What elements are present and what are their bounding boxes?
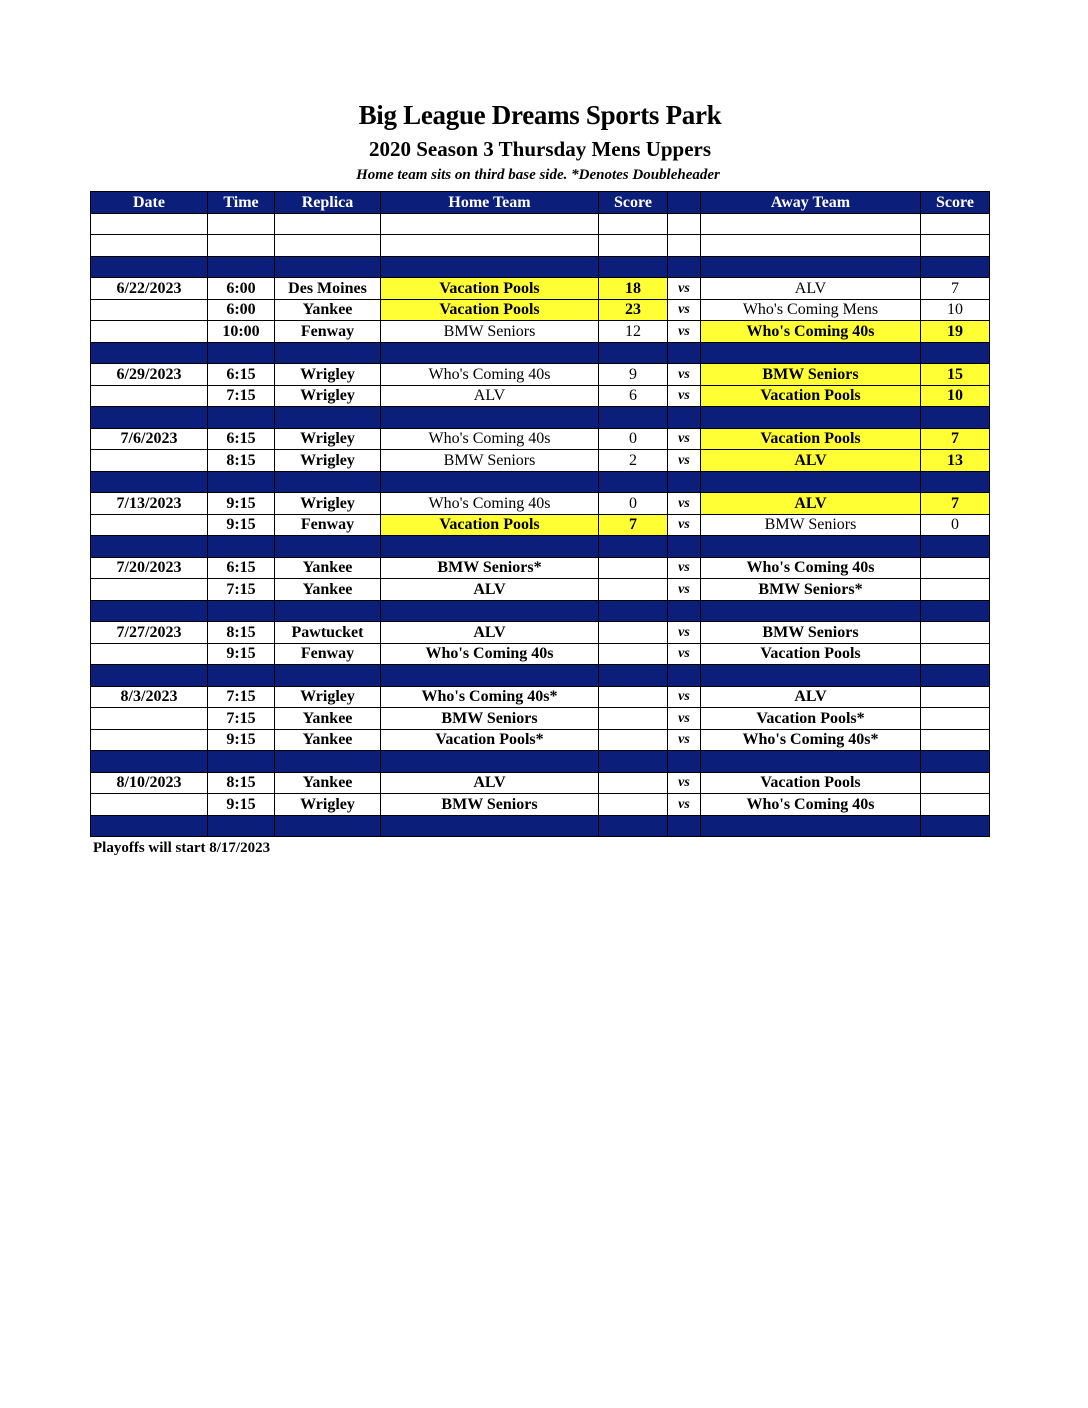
table-row xyxy=(91,772,990,794)
vs-cell xyxy=(668,751,701,773)
home-score-cell xyxy=(599,686,668,708)
column-header-time: Time xyxy=(208,192,275,214)
away-score-cell: 15 xyxy=(921,364,990,386)
home-team-cell xyxy=(381,256,599,278)
week-separator-row xyxy=(91,256,990,278)
vs-cell xyxy=(668,407,701,429)
replica-cell xyxy=(275,342,381,364)
date-cell: 6/29/2023 xyxy=(91,364,208,386)
date-cell xyxy=(91,213,208,235)
away-team-cell xyxy=(701,256,921,278)
away-score-cell xyxy=(921,665,990,687)
vs-cell xyxy=(668,600,701,622)
time-cell xyxy=(208,751,275,773)
away-score-cell: 13 xyxy=(921,450,990,472)
column-header-away-team: Away Team xyxy=(701,192,921,214)
vs-cell: vs xyxy=(668,772,701,794)
replica-cell: Wrigley xyxy=(275,493,381,515)
home-team-cell: Vacation Pools xyxy=(381,514,599,536)
time-cell xyxy=(208,665,275,687)
home-score-cell xyxy=(599,471,668,493)
time-cell: 9:15 xyxy=(208,794,275,816)
replica-cell: Yankee xyxy=(275,729,381,751)
away-score-cell xyxy=(921,708,990,730)
table-row xyxy=(91,385,990,407)
away-score-cell xyxy=(921,772,990,794)
replica-cell: Wrigley xyxy=(275,450,381,472)
away-team-cell: Who's Coming 40s xyxy=(701,321,921,343)
table-row xyxy=(91,708,990,730)
away-team-cell xyxy=(701,600,921,622)
page-subtitle: 2020 Season 3 Thursday Mens Uppers xyxy=(368,137,712,161)
home-team-cell xyxy=(381,600,599,622)
home-score-cell xyxy=(599,407,668,429)
date-cell xyxy=(91,385,208,407)
replica-cell: Yankee xyxy=(275,708,381,730)
column-header-date: Date xyxy=(91,192,208,214)
replica-cell xyxy=(275,815,381,837)
home-score-cell: 0 xyxy=(599,493,668,515)
date-cell xyxy=(91,643,208,665)
table-row xyxy=(91,364,990,386)
time-cell: 8:15 xyxy=(208,622,275,644)
home-team-cell: Vacation Pools xyxy=(381,278,599,300)
home-score-cell xyxy=(599,557,668,579)
week-separator-row xyxy=(91,815,990,837)
vs-cell: vs xyxy=(668,364,701,386)
date-cell xyxy=(91,256,208,278)
vs-cell xyxy=(668,536,701,558)
vs-cell: vs xyxy=(668,686,701,708)
vs-cell: vs xyxy=(668,385,701,407)
away-score-cell xyxy=(921,235,990,257)
home-team-cell xyxy=(381,665,599,687)
away-score-cell: 7 xyxy=(921,278,990,300)
home-score-cell: 9 xyxy=(599,364,668,386)
date-cell xyxy=(91,450,208,472)
vs-cell: vs xyxy=(668,299,701,321)
vs-cell xyxy=(668,235,701,257)
replica-cell: Wrigley xyxy=(275,428,381,450)
replica-cell xyxy=(275,256,381,278)
blank-row xyxy=(91,213,990,235)
date-cell xyxy=(91,235,208,257)
vs-cell: vs xyxy=(668,579,701,601)
away-team-cell xyxy=(701,815,921,837)
away-team-cell: Vacation Pools xyxy=(701,772,921,794)
home-score-cell: 12 xyxy=(599,321,668,343)
table-row xyxy=(91,643,990,665)
away-score-cell xyxy=(921,729,990,751)
home-score-cell xyxy=(599,751,668,773)
date-cell xyxy=(91,708,208,730)
time-cell: 6:00 xyxy=(208,299,275,321)
schedule-body xyxy=(91,213,990,837)
table-row xyxy=(91,579,990,601)
date-cell xyxy=(91,342,208,364)
away-score-cell: 7 xyxy=(921,493,990,515)
away-score-cell: 0 xyxy=(921,514,990,536)
replica-cell xyxy=(275,471,381,493)
away-team-cell xyxy=(701,471,921,493)
date-cell: 7/13/2023 xyxy=(91,493,208,515)
week-separator-row xyxy=(91,751,990,773)
page-title: Big League Dreams Sports Park xyxy=(358,100,722,130)
date-cell: 8/10/2023 xyxy=(91,772,208,794)
date-cell: 7/6/2023 xyxy=(91,428,208,450)
away-team-cell xyxy=(701,235,921,257)
vs-cell: vs xyxy=(668,278,701,300)
table-row xyxy=(91,794,990,816)
date-cell xyxy=(91,665,208,687)
date-cell xyxy=(91,729,208,751)
time-cell: 6:15 xyxy=(208,364,275,386)
time-cell: 7:15 xyxy=(208,686,275,708)
time-cell xyxy=(208,600,275,622)
date-cell: 8/3/2023 xyxy=(91,686,208,708)
away-team-cell xyxy=(701,342,921,364)
away-team-cell: Vacation Pools xyxy=(701,643,921,665)
away-team-cell: Vacation Pools xyxy=(701,385,921,407)
replica-cell xyxy=(275,235,381,257)
home-team-cell: ALV xyxy=(381,772,599,794)
vs-cell xyxy=(668,815,701,837)
away-team-cell: Who's Coming 40s* xyxy=(701,729,921,751)
date-cell xyxy=(91,407,208,429)
away-score-cell xyxy=(921,751,990,773)
home-score-cell xyxy=(599,256,668,278)
table-row xyxy=(91,622,990,644)
away-score-cell xyxy=(921,557,990,579)
home-team-cell xyxy=(381,235,599,257)
away-team-cell: Vacation Pools* xyxy=(701,708,921,730)
vs-cell: vs xyxy=(668,794,701,816)
replica-cell: Yankee xyxy=(275,557,381,579)
replica-cell: Yankee xyxy=(275,299,381,321)
date-cell: 7/27/2023 xyxy=(91,622,208,644)
time-cell xyxy=(208,342,275,364)
home-score-cell: 0 xyxy=(599,428,668,450)
home-score-cell xyxy=(599,643,668,665)
date-cell xyxy=(91,815,208,837)
away-score-cell xyxy=(921,342,990,364)
date-cell xyxy=(91,514,208,536)
replica-cell xyxy=(275,536,381,558)
home-team-cell: ALV xyxy=(381,385,599,407)
home-team-cell: ALV xyxy=(381,622,599,644)
table-row xyxy=(91,428,990,450)
week-separator-row xyxy=(91,407,990,429)
replica-cell: Yankee xyxy=(275,579,381,601)
replica-cell xyxy=(275,600,381,622)
playoffs-note: Playoffs will start 8/17/2023 xyxy=(93,840,271,856)
away-score-cell xyxy=(921,579,990,601)
table-row xyxy=(91,299,990,321)
date-cell xyxy=(91,536,208,558)
table-row xyxy=(91,450,990,472)
time-cell: 6:15 xyxy=(208,557,275,579)
time-cell xyxy=(208,213,275,235)
vs-cell xyxy=(668,256,701,278)
replica-cell: Yankee xyxy=(275,772,381,794)
date-cell xyxy=(91,299,208,321)
blank-row xyxy=(91,235,990,257)
table-row xyxy=(91,493,990,515)
away-score-cell xyxy=(921,622,990,644)
away-score-cell xyxy=(921,213,990,235)
away-team-cell: BMW Seniors* xyxy=(701,579,921,601)
vs-cell: vs xyxy=(668,514,701,536)
away-team-cell: ALV xyxy=(701,686,921,708)
vs-cell xyxy=(668,665,701,687)
replica-cell xyxy=(275,407,381,429)
home-score-cell xyxy=(599,536,668,558)
replica-cell: Fenway xyxy=(275,514,381,536)
vs-cell xyxy=(668,342,701,364)
vs-cell: vs xyxy=(668,643,701,665)
away-team-cell: Who's Coming 40s xyxy=(701,557,921,579)
away-score-cell xyxy=(921,815,990,837)
home-score-cell: 7 xyxy=(599,514,668,536)
time-cell: 9:15 xyxy=(208,729,275,751)
home-team-cell: BMW Seniors xyxy=(381,321,599,343)
home-score-cell xyxy=(599,815,668,837)
away-score-cell xyxy=(921,407,990,429)
date-cell xyxy=(91,321,208,343)
home-score-cell xyxy=(599,342,668,364)
time-cell: 7:15 xyxy=(208,385,275,407)
away-team-cell: ALV xyxy=(701,278,921,300)
away-team-cell: ALV xyxy=(701,450,921,472)
replica-cell: Pawtucket xyxy=(275,622,381,644)
table-row xyxy=(91,278,990,300)
away-score-cell xyxy=(921,536,990,558)
replica-cell: Wrigley xyxy=(275,686,381,708)
time-cell xyxy=(208,256,275,278)
home-score-cell xyxy=(599,772,668,794)
away-team-cell: BMW Seniors xyxy=(701,514,921,536)
time-cell: 9:15 xyxy=(208,643,275,665)
column-header-vs xyxy=(668,192,701,214)
time-cell xyxy=(208,235,275,257)
home-score-cell xyxy=(599,708,668,730)
home-score-cell xyxy=(599,235,668,257)
column-header-away-score: Score xyxy=(921,192,990,214)
table-header-row xyxy=(91,192,990,214)
date-cell xyxy=(91,471,208,493)
away-score-cell: 7 xyxy=(921,428,990,450)
date-cell xyxy=(91,751,208,773)
home-score-cell xyxy=(599,600,668,622)
home-team-cell xyxy=(381,751,599,773)
home-team-cell: Who's Coming 40s xyxy=(381,428,599,450)
table-row xyxy=(91,686,990,708)
home-score-cell: 6 xyxy=(599,385,668,407)
replica-cell: Des Moines xyxy=(275,278,381,300)
time-cell: 10:00 xyxy=(208,321,275,343)
away-score-cell: 19 xyxy=(921,321,990,343)
replica-cell: Wrigley xyxy=(275,364,381,386)
date-cell: 7/20/2023 xyxy=(91,557,208,579)
time-cell: 8:15 xyxy=(208,450,275,472)
home-team-cell: BMW Seniors* xyxy=(381,557,599,579)
vs-cell: vs xyxy=(668,729,701,751)
schedule-table xyxy=(90,191,990,837)
table-row xyxy=(91,729,990,751)
home-team-cell: Vacation Pools xyxy=(381,299,599,321)
date-cell xyxy=(91,600,208,622)
table-row xyxy=(91,514,990,536)
away-score-cell xyxy=(921,256,990,278)
time-cell: 7:15 xyxy=(208,708,275,730)
vs-cell xyxy=(668,471,701,493)
time-cell xyxy=(208,471,275,493)
vs-cell xyxy=(668,213,701,235)
home-team-cell: BMW Seniors xyxy=(381,794,599,816)
replica-cell: Fenway xyxy=(275,321,381,343)
time-cell xyxy=(208,407,275,429)
away-team-cell: BMW Seniors xyxy=(701,364,921,386)
date-cell: 6/22/2023 xyxy=(91,278,208,300)
home-team-cell xyxy=(381,342,599,364)
doubleheader-note: Home team sits on third base side. *Denotes Doubleheader xyxy=(356,167,720,183)
time-cell: 8:15 xyxy=(208,772,275,794)
time-cell xyxy=(208,536,275,558)
replica-cell xyxy=(275,213,381,235)
time-cell: 9:15 xyxy=(208,514,275,536)
home-score-cell: 18 xyxy=(599,278,668,300)
away-score-cell: 10 xyxy=(921,385,990,407)
home-team-cell xyxy=(381,407,599,429)
home-score-cell xyxy=(599,665,668,687)
time-cell xyxy=(208,815,275,837)
home-team-cell xyxy=(381,471,599,493)
home-team-cell xyxy=(381,213,599,235)
away-team-cell: ALV xyxy=(701,493,921,515)
home-team-cell: Who's Coming 40s xyxy=(381,643,599,665)
home-score-cell xyxy=(599,579,668,601)
away-team-cell xyxy=(701,213,921,235)
week-separator-row xyxy=(91,471,990,493)
replica-cell xyxy=(275,665,381,687)
column-header-home-score: Score xyxy=(599,192,668,214)
home-score-cell: 23 xyxy=(599,299,668,321)
week-separator-row xyxy=(91,600,990,622)
home-score-cell xyxy=(599,213,668,235)
home-score-cell xyxy=(599,794,668,816)
away-team-cell xyxy=(701,536,921,558)
away-team-cell xyxy=(701,665,921,687)
away-score-cell xyxy=(921,794,990,816)
vs-cell: vs xyxy=(668,321,701,343)
away-score-cell: 10 xyxy=(921,299,990,321)
column-header-replica: Replica xyxy=(275,192,381,214)
vs-cell: vs xyxy=(668,557,701,579)
home-team-cell: Who's Coming 40s xyxy=(381,493,599,515)
away-score-cell xyxy=(921,686,990,708)
time-cell: 6:00 xyxy=(208,278,275,300)
away-score-cell xyxy=(921,600,990,622)
week-separator-row xyxy=(91,536,990,558)
table-row xyxy=(91,557,990,579)
home-team-cell: Who's Coming 40s* xyxy=(381,686,599,708)
home-team-cell: Who's Coming 40s xyxy=(381,364,599,386)
home-score-cell xyxy=(599,729,668,751)
vs-cell: vs xyxy=(668,428,701,450)
home-team-cell xyxy=(381,536,599,558)
home-score-cell: 2 xyxy=(599,450,668,472)
away-score-cell xyxy=(921,643,990,665)
replica-cell: Fenway xyxy=(275,643,381,665)
away-team-cell: Vacation Pools xyxy=(701,428,921,450)
away-score-cell xyxy=(921,471,990,493)
home-team-cell xyxy=(381,815,599,837)
home-score-cell xyxy=(599,622,668,644)
vs-cell: vs xyxy=(668,493,701,515)
replica-cell xyxy=(275,751,381,773)
away-team-cell: Who's Coming 40s xyxy=(701,794,921,816)
home-team-cell: BMW Seniors xyxy=(381,450,599,472)
table-row xyxy=(91,321,990,343)
home-team-cell: ALV xyxy=(381,579,599,601)
away-team-cell xyxy=(701,407,921,429)
home-team-cell: BMW Seniors xyxy=(381,708,599,730)
away-team-cell: Who's Coming Mens xyxy=(701,299,921,321)
time-cell: 7:15 xyxy=(208,579,275,601)
week-separator-row xyxy=(91,342,990,364)
vs-cell: vs xyxy=(668,450,701,472)
replica-cell: Wrigley xyxy=(275,794,381,816)
away-team-cell: BMW Seniors xyxy=(701,622,921,644)
column-header-home-team: Home Team xyxy=(381,192,599,214)
time-cell: 9:15 xyxy=(208,493,275,515)
replica-cell: Wrigley xyxy=(275,385,381,407)
vs-cell: vs xyxy=(668,622,701,644)
date-cell xyxy=(91,579,208,601)
week-separator-row xyxy=(91,665,990,687)
home-team-cell: Vacation Pools* xyxy=(381,729,599,751)
away-team-cell xyxy=(701,751,921,773)
vs-cell: vs xyxy=(668,708,701,730)
time-cell: 6:15 xyxy=(208,428,275,450)
date-cell xyxy=(91,794,208,816)
